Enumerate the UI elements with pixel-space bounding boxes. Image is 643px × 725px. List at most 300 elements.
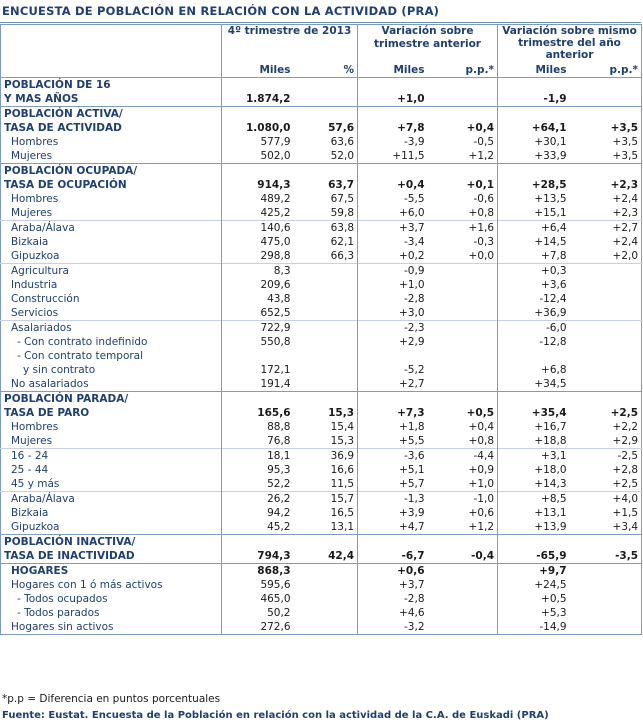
cell-value: +1,2 <box>468 520 495 533</box>
cell-value: 42,4 <box>328 549 355 562</box>
cell-value <box>294 292 358 306</box>
cell-value: -3,4 <box>358 235 428 249</box>
cell-value: +0,5 <box>498 592 570 606</box>
cell-value: +15,1 <box>498 206 570 221</box>
cell-value: 50,2 <box>222 606 294 620</box>
cell-value: +1,8 <box>358 420 428 434</box>
cell-value: -3,6 <box>358 449 428 464</box>
table-row <box>1 606 642 620</box>
row-label: - Todos parados <box>17 606 100 619</box>
cell-value <box>570 392 642 407</box>
table-row <box>1 192 642 206</box>
row-label: POBLACIÓN INACTIVA/ <box>1 535 222 550</box>
cell-value: 550,8 <box>222 335 294 349</box>
cell-value: +1,0 <box>358 278 428 292</box>
cell-value: +3,5 <box>612 149 639 162</box>
cell-value <box>570 535 642 550</box>
cell-value: 88,8 <box>222 420 294 434</box>
cell-value <box>428 535 498 550</box>
cell-value <box>570 78 642 93</box>
table-row <box>1 278 642 292</box>
cell-value <box>428 349 498 363</box>
cell-value: -5,2 <box>358 363 428 377</box>
header-miles-3: Miles <box>498 63 570 78</box>
cell-value: -2,8 <box>358 592 428 606</box>
cell-value <box>358 78 428 93</box>
cell-value: 15,4 <box>330 420 355 433</box>
cell-value <box>428 592 498 606</box>
cell-value: +2,9 <box>612 434 639 447</box>
cell-value: -1,0 <box>428 492 498 507</box>
cell-value: +5,1 <box>358 463 428 477</box>
cell-value <box>498 78 570 93</box>
cell-value: 794,3 <box>222 549 294 564</box>
cell-value <box>294 278 358 292</box>
cell-value: 95,3 <box>222 463 294 477</box>
row-label: Mujeres <box>11 149 53 162</box>
row-label: Araba/Álava <box>1 492 222 507</box>
cell-value: 914,3 <box>222 178 294 192</box>
cell-value: +0,5 <box>466 406 495 419</box>
table-row <box>1 78 642 93</box>
cell-value: +9,7 <box>498 564 570 579</box>
cell-value: -0,6 <box>473 192 495 205</box>
cell-value <box>294 306 358 321</box>
header-pp-1: p.p.* <box>428 63 498 78</box>
cell-value: 16,5 <box>330 506 355 519</box>
cell-value: -2,8 <box>358 292 428 306</box>
cell-value: +18,8 <box>498 434 570 449</box>
table-row <box>1 564 642 579</box>
cell-value <box>428 377 498 392</box>
cell-value <box>222 164 294 179</box>
cell-value <box>222 349 294 363</box>
cell-value: 59,8 <box>330 206 355 219</box>
cell-value <box>570 578 642 592</box>
table-row <box>1 335 642 349</box>
cell-value: -1,3 <box>358 492 428 507</box>
cell-value: +30,1 <box>498 135 570 149</box>
cell-value <box>358 164 428 179</box>
cell-value: 63,8 <box>294 221 358 236</box>
table-row <box>1 178 642 192</box>
cell-value <box>428 164 498 179</box>
cell-value: +14,3 <box>498 477 570 492</box>
table-row <box>1 249 642 264</box>
cell-value: 13,1 <box>330 520 355 533</box>
cell-value <box>294 92 358 107</box>
table-row <box>1 506 642 520</box>
cell-value: +18,0 <box>498 463 570 477</box>
cell-value: -0,5 <box>473 135 495 148</box>
cell-value: +24,5 <box>498 578 570 592</box>
cell-value: 140,6 <box>222 221 294 236</box>
cell-value <box>570 620 642 635</box>
cell-value <box>570 292 642 306</box>
cell-value: 652,5 <box>222 306 294 321</box>
table-row <box>1 149 642 164</box>
table-row <box>1 420 642 434</box>
row-label: Gipuzkoa <box>11 520 60 533</box>
cell-value: 43,8 <box>222 292 294 306</box>
table-row <box>1 349 642 363</box>
cell-value: +0,2 <box>358 249 428 264</box>
table-row <box>1 477 642 492</box>
cell-value <box>570 592 642 606</box>
cell-value: 722,9 <box>222 321 294 336</box>
cell-value: -12,8 <box>498 335 570 349</box>
cell-value <box>294 264 358 279</box>
cell-value: 45,2 <box>222 520 294 535</box>
row-label: Hombres <box>11 420 59 433</box>
cell-value: 16,6 <box>330 463 355 476</box>
cell-value: +5,3 <box>498 606 570 620</box>
cell-value <box>570 107 642 122</box>
cell-value: -3,2 <box>358 620 428 635</box>
table-row <box>1 306 642 321</box>
cell-value: -5,5 <box>358 192 428 206</box>
row-label: Industria <box>11 278 58 291</box>
cell-value <box>570 363 642 377</box>
cell-value: +0,6 <box>358 564 428 579</box>
cell-value: 15,7 <box>294 492 358 507</box>
header-period: 4º trimestre de 2013 <box>222 25 358 64</box>
cell-value: +6,4 <box>498 221 570 236</box>
page-title: ENCUESTA DE POBLACIÓN EN RELACIÓN CON LA ACTIVIDAD (PRA) <box>2 4 440 18</box>
cell-value <box>294 564 358 579</box>
table-row <box>1 135 642 149</box>
row-label: - Todos ocupados <box>17 592 108 605</box>
table-row <box>1 406 642 420</box>
table-row <box>1 235 642 249</box>
cell-value <box>428 620 498 635</box>
table-row <box>1 434 642 449</box>
cell-value: +2,3 <box>610 178 639 191</box>
cell-value <box>222 78 294 93</box>
cell-value: 1.080,0 <box>222 121 294 135</box>
cell-value: +0,4 <box>468 420 495 433</box>
cell-value: 172,1 <box>222 363 294 377</box>
cell-value <box>222 107 294 122</box>
cell-value: 165,6 <box>222 406 294 420</box>
cell-value <box>428 78 498 93</box>
cell-value <box>428 363 498 377</box>
cell-value <box>428 564 498 579</box>
row-label: y sin contrato <box>23 363 96 376</box>
cell-value: +0,4 <box>466 121 495 134</box>
row-label: Bizkaia <box>11 235 49 248</box>
cell-value: -0,4 <box>471 549 495 562</box>
cell-value: 67,5 <box>330 192 355 205</box>
cell-value: -6,7 <box>358 549 428 564</box>
footnote: *p.p = Diferencia en puntos porcentuales <box>2 693 221 705</box>
cell-value <box>294 107 358 122</box>
labour-force-table <box>0 24 642 635</box>
row-label: TASA DE INACTIVIDAD <box>4 549 135 562</box>
cell-value <box>498 535 570 550</box>
cell-value <box>570 606 642 620</box>
cell-value: 1.874,2 <box>222 92 294 107</box>
cell-value: +2,8 <box>612 463 639 476</box>
cell-value <box>294 620 358 635</box>
cell-value <box>358 349 428 363</box>
cell-value <box>570 306 642 321</box>
cell-value: +0,4 <box>358 178 428 192</box>
cell-value: -0,9 <box>358 264 428 279</box>
cell-value: 62,1 <box>330 235 355 248</box>
cell-value <box>570 335 642 349</box>
row-label: Hombres <box>11 135 59 148</box>
header-miles-2: Miles <box>358 63 428 78</box>
cell-value: +5,5 <box>358 434 428 449</box>
cell-value: 66,3 <box>330 249 355 262</box>
cell-value <box>428 335 498 349</box>
cell-value: +13,5 <box>498 192 570 206</box>
cell-value: 272,6 <box>222 620 294 635</box>
cell-value: +0,1 <box>466 178 495 191</box>
cell-value <box>428 107 498 122</box>
cell-value <box>428 278 498 292</box>
row-label: Agricultura <box>1 264 222 279</box>
title-divider <box>0 22 641 23</box>
row-label: Y MAS AÑOS <box>4 92 79 105</box>
cell-value: +8,5 <box>498 492 570 507</box>
cell-value <box>294 592 358 606</box>
row-label: Construcción <box>11 292 80 305</box>
table-row <box>1 449 642 464</box>
row-label: No asalariados <box>11 377 89 390</box>
cell-value <box>498 392 570 407</box>
cell-value: +1,5 <box>612 506 639 519</box>
table-row <box>1 221 642 236</box>
header-blank <box>1 25 222 64</box>
cell-value: -14,9 <box>498 620 570 635</box>
cell-value: +6,0 <box>358 206 428 221</box>
cell-value: 489,2 <box>222 192 294 206</box>
cell-value: 36,9 <box>294 449 358 464</box>
cell-value: -2,3 <box>358 321 428 336</box>
header-pct: % <box>294 63 358 78</box>
cell-value: -3,9 <box>358 135 428 149</box>
cell-value: +28,5 <box>498 178 570 192</box>
cell-value: +5,7 <box>358 477 428 492</box>
cell-value: 425,2 <box>222 206 294 221</box>
cell-value: +3,4 <box>612 520 639 533</box>
cell-value: +4,6 <box>358 606 428 620</box>
cell-value: +2,0 <box>612 249 639 262</box>
header-var-prev-quarter: Variación sobre trimestre anterior <box>358 25 498 64</box>
table-row <box>1 492 642 507</box>
table-row <box>1 292 642 306</box>
table-row <box>1 392 642 407</box>
source-note: Fuente: Eustat. Encuesta de la Población en relación con la actividad de la C.A. de Euskadi (PRA) <box>2 710 549 721</box>
cell-value: -1,9 <box>498 92 570 107</box>
cell-value: +34,5 <box>498 377 570 392</box>
cell-value: 465,0 <box>222 592 294 606</box>
table-row <box>1 377 642 392</box>
cell-value <box>570 92 642 107</box>
cell-value: +2,9 <box>358 335 428 349</box>
row-label: TASA DE ACTIVIDAD <box>4 121 122 134</box>
cell-value <box>294 578 358 592</box>
cell-value: +3,9 <box>358 506 428 520</box>
row-label: Bizkaia <box>11 506 49 519</box>
cell-value <box>498 349 570 363</box>
row-label: Gipuzkoa <box>11 249 60 262</box>
cell-value <box>570 164 642 179</box>
row-label: POBLACIÓN PARADA/ <box>1 392 222 407</box>
header-blank-2 <box>1 63 222 78</box>
table-row <box>1 520 642 535</box>
cell-value: +2,7 <box>358 377 428 392</box>
row-label: POBLACIÓN OCUPADA/ <box>1 164 222 179</box>
cell-value <box>222 392 294 407</box>
cell-value: +2,5 <box>610 406 639 419</box>
cell-value: +1,0 <box>358 92 428 107</box>
cell-value: 18,1 <box>222 449 294 464</box>
cell-value: -3,5 <box>615 549 639 562</box>
cell-value: +14,5 <box>498 235 570 249</box>
cell-value <box>294 164 358 179</box>
table-row <box>1 578 642 592</box>
cell-value <box>428 264 498 279</box>
cell-value: +0,0 <box>468 249 495 262</box>
row-label: HOGARES <box>1 564 222 579</box>
cell-value: +0,3 <box>498 264 570 279</box>
cell-value <box>358 535 428 550</box>
cell-value: -6,0 <box>498 321 570 336</box>
cell-value <box>428 606 498 620</box>
cell-value: +4,7 <box>358 520 428 535</box>
cell-value: +16,7 <box>498 420 570 434</box>
cell-value: +6,8 <box>498 363 570 377</box>
cell-value: 57,6 <box>328 121 355 134</box>
cell-value: +0,6 <box>468 506 495 519</box>
row-label: 16 - 24 <box>1 449 222 464</box>
table-row <box>1 592 642 606</box>
cell-value <box>428 306 498 321</box>
row-label: - Con contrato indefinido <box>17 335 148 348</box>
row-label: 25 - 44 <box>11 463 49 476</box>
row-label: Hogares con 1 ó más activos <box>11 578 163 591</box>
cell-value: +33,9 <box>498 149 570 164</box>
cell-value <box>294 349 358 363</box>
table-row <box>1 107 642 122</box>
cell-value: +1,0 <box>468 477 495 490</box>
row-label: TASA DE PARO <box>4 406 90 419</box>
cell-value: +3,0 <box>358 306 428 321</box>
cell-value: 502,0 <box>222 149 294 164</box>
row-label: POBLACIÓN ACTIVA/ <box>1 107 222 122</box>
cell-value: -4,4 <box>428 449 498 464</box>
cell-value <box>570 564 642 579</box>
row-label: TASA DE OCUPACIÓN <box>4 178 127 191</box>
cell-value <box>498 107 570 122</box>
cell-value: 63,7 <box>328 178 355 191</box>
cell-value: +7,8 <box>498 249 570 264</box>
cell-value <box>428 292 498 306</box>
cell-value: +0,8 <box>468 206 495 219</box>
cell-value <box>570 278 642 292</box>
cell-value: +3,5 <box>612 135 639 148</box>
cell-value <box>358 392 428 407</box>
table-row <box>1 121 642 135</box>
table-row <box>1 549 642 564</box>
row-label: Mujeres <box>11 434 53 447</box>
cell-value: +2,4 <box>612 192 639 205</box>
cell-value: 595,6 <box>222 578 294 592</box>
cell-value <box>498 164 570 179</box>
cell-value: 209,6 <box>222 278 294 292</box>
cell-value <box>428 392 498 407</box>
table-row <box>1 321 642 336</box>
cell-value: +2,7 <box>570 221 642 236</box>
cell-value <box>358 107 428 122</box>
cell-value: +2,5 <box>612 477 639 490</box>
table-row <box>1 463 642 477</box>
row-label: Hogares sin activos <box>11 620 114 633</box>
cell-value <box>570 321 642 336</box>
header-miles-1: Miles <box>222 63 294 78</box>
cell-value: 8,3 <box>222 264 294 279</box>
cell-value <box>294 78 358 93</box>
table-row <box>1 620 642 635</box>
cell-value: +64,1 <box>498 121 570 135</box>
cell-value <box>294 392 358 407</box>
table-row <box>1 363 642 377</box>
cell-value <box>428 578 498 592</box>
cell-value: +7,8 <box>358 121 428 135</box>
cell-value: 577,9 <box>222 135 294 149</box>
table-row <box>1 92 642 107</box>
row-label: POBLACIÓN DE 16 <box>1 78 222 93</box>
cell-value: +13,9 <box>498 520 570 535</box>
cell-value: 76,8 <box>222 434 294 449</box>
table-row <box>1 264 642 279</box>
row-label: Asalariados <box>1 321 222 336</box>
cell-value <box>570 349 642 363</box>
cell-value <box>294 535 358 550</box>
cell-value: 868,3 <box>222 564 294 579</box>
cell-value: -0,3 <box>473 235 495 248</box>
cell-value <box>294 321 358 336</box>
row-label: Araba/Álava <box>1 221 222 236</box>
cell-value: 52,2 <box>222 477 294 492</box>
cell-value: 26,2 <box>222 492 294 507</box>
cell-value: 298,8 <box>222 249 294 264</box>
header-var-prev-year: Variación sobre mismo trimestre del año anterior <box>498 25 642 64</box>
cell-value: 52,0 <box>330 149 355 162</box>
cell-value: -2,5 <box>570 449 642 464</box>
cell-value: -65,9 <box>498 549 570 564</box>
cell-value: +3,7 <box>358 578 428 592</box>
cell-value: 11,5 <box>330 477 355 490</box>
row-label: Servicios <box>11 306 59 319</box>
row-label: Mujeres <box>11 206 53 219</box>
table-row <box>1 206 642 221</box>
cell-value: +1,6 <box>428 221 498 236</box>
cell-value: +11,5 <box>358 149 428 164</box>
cell-value: 191,4 <box>222 377 294 392</box>
cell-value <box>294 606 358 620</box>
cell-value: 15,3 <box>330 434 355 447</box>
cell-value: +0,8 <box>468 434 495 447</box>
table-row <box>1 535 642 550</box>
cell-value: +36,9 <box>498 306 570 321</box>
cell-value <box>570 377 642 392</box>
row-label: 45 y más <box>11 477 60 490</box>
row-label: - Con contrato temporal <box>17 349 144 362</box>
